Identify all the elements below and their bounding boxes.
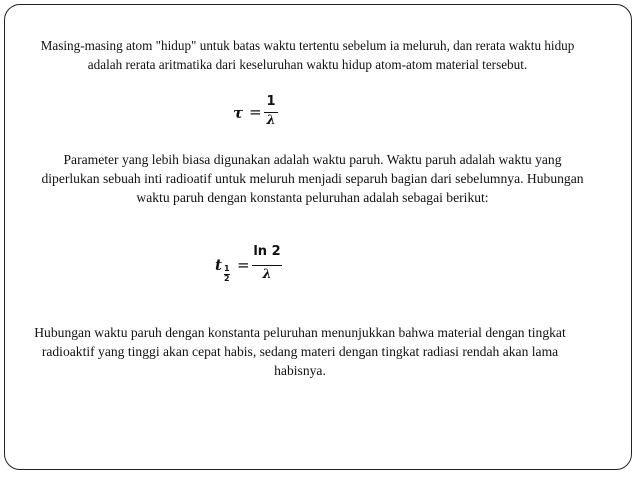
subscript-denominator: 2	[224, 274, 230, 283]
formula-mean-lifetime	[233, 93, 293, 133]
formula-numerator: 1	[266, 94, 276, 109]
subscript-numerator: 1	[224, 264, 230, 273]
paragraph-half-life: Parameter yang lebih biasa digunakan adalah waktu paruh. Waktu paruh adalah waktu yang diperlukan sebuah inti radioatif untuk meluruh menjadi separuh bagian dari sebelumnya. Hubungan waktu paruh dengan konstanta peluruhan adalah sebagai berikut:	[41, 152, 584, 205]
formula-t: t	[215, 256, 222, 274]
formula-half-life	[215, 244, 295, 292]
formula-numerator: ln 2	[253, 244, 281, 259]
formula-equals: =	[237, 256, 250, 274]
paragraph-mean-lifetime: Masing-masing atom "hidup" untuk batas waktu tertentu sebelum ia meluruh, dan rerata waktu hidup adalah rerata aritmatika dari keseluruhan waktu hidup atom-atom material tersebut.	[40, 38, 575, 72]
formula-tau: τ	[233, 104, 244, 122]
formula-denominator: λ	[266, 113, 276, 128]
formula-denominator: λ	[262, 267, 272, 282]
formula-equals: =	[249, 103, 262, 121]
paragraph-conclusion: Hubungan waktu paruh dengan konstanta peluruhan menunjukkan bahwa material dengan tingkat radioaktif yang tinggi akan cepat habis, sedang materi dengan tingkat radiasi rendah akan lama habisnya.	[34, 325, 566, 378]
